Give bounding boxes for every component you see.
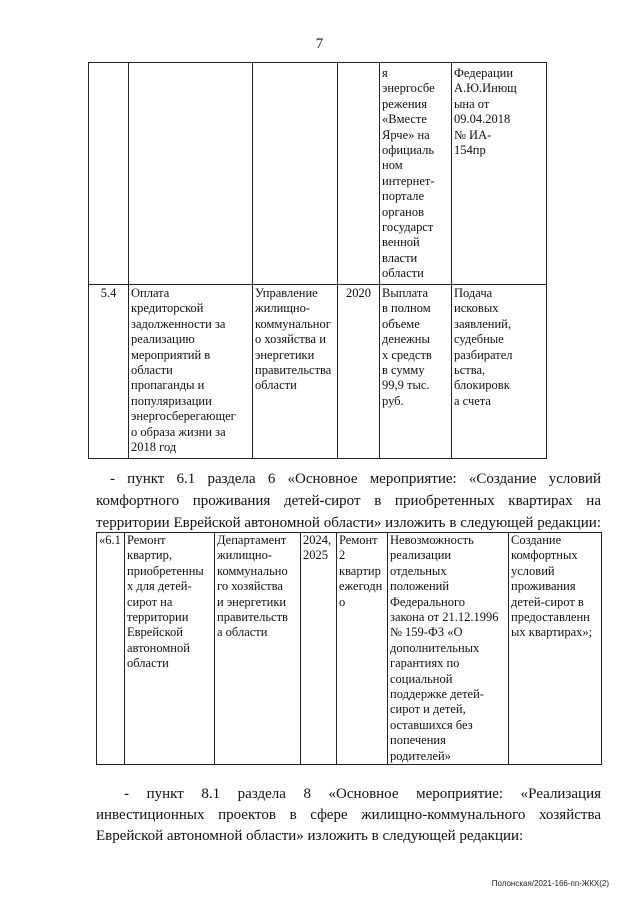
table-cell-measure: Оплата кредиторской задолженности за реализацию мероприятий в области пропаганды и популяризации энергосберегающег о образа жизни за 2018 год [129,285,253,459]
paragraph-line: комфортного проживания детей-сирот в приобретенных квартирах на [96,493,601,509]
table-cell: Федерации А.Ю.Инющ ына от 09.04.2018 № ИА- 154пр [452,63,547,285]
paragraph-line: Еврейской автономной области» изложить в следующей редакции: [96,828,524,844]
table-cell-number: 5.4 [89,285,129,459]
footer-reference: Полонская/2021-166-пп-ЖКХ(2) [491,879,609,888]
table-cell-year: 2020 [338,285,380,459]
table-cell-year: 2024, 2025 [301,533,337,765]
table-cell-consequence: Невозможность реализации отдельных положений Федерального закона от 21.12.1996 № 159-ФЗ «О дополнительных гарантиях по социальной поддержке детей- сирот и детей, оставшихся без попечения родителей» [388,533,509,765]
table-cell-consequence: Подача исковых заявлений, судебные разбирател ьства, блокировк а счета [452,285,547,459]
table-cell: я энергосбе режения «Вместе Ярче» на официаль ном интернет- портале органов государст венной власти области [380,63,452,285]
table-cell-result: Ремонт 2 квартир ежегодн о [337,533,388,765]
table-orphan-housing-measure [96,532,602,765]
table-cell [253,63,338,285]
table-cell-measure: Ремонт квартир, приобретенны х для детей- сирот на территории Еврейской автономной области [125,533,215,765]
paragraph-line: - пункт 6.1 раздела 6 «Основное мероприятие: «Создание условий [110,471,601,487]
table-cell [89,63,129,285]
table-row [89,63,547,285]
table-cell-number: «6.1 [97,533,125,765]
table-energy-saving-measures [88,62,547,459]
paragraph-line: инвестиционных проектов в сфере жилищно-коммунального хозяйства [96,807,601,823]
paragraph-line: территории Еврейской автономной области» изложить в следующей редакции: [96,515,601,531]
table-cell [129,63,253,285]
table-cell-responsible: Управление жилищно- коммунальног о хозяйства и энергетики правительства области [253,285,338,459]
table-row [97,533,602,765]
table-cell-goal: Создание комфортных условий проживания детей-сирот в предоставленн ых квартирах»; [509,533,602,765]
table-row [89,285,547,459]
table-cell-responsible: Департамент жилищно- коммунально го хозяйства и энергетики правительств а области [215,533,301,765]
table-cell-result: Выплата в полном объеме денежны х средств в сумму 99,9 тыс. руб. [380,285,452,459]
page-number: 7 [315,36,324,52]
table-cell [338,63,380,285]
paragraph-line: - пункт 8.1 раздела 8 «Основное мероприятие: «Реализация [124,786,601,802]
